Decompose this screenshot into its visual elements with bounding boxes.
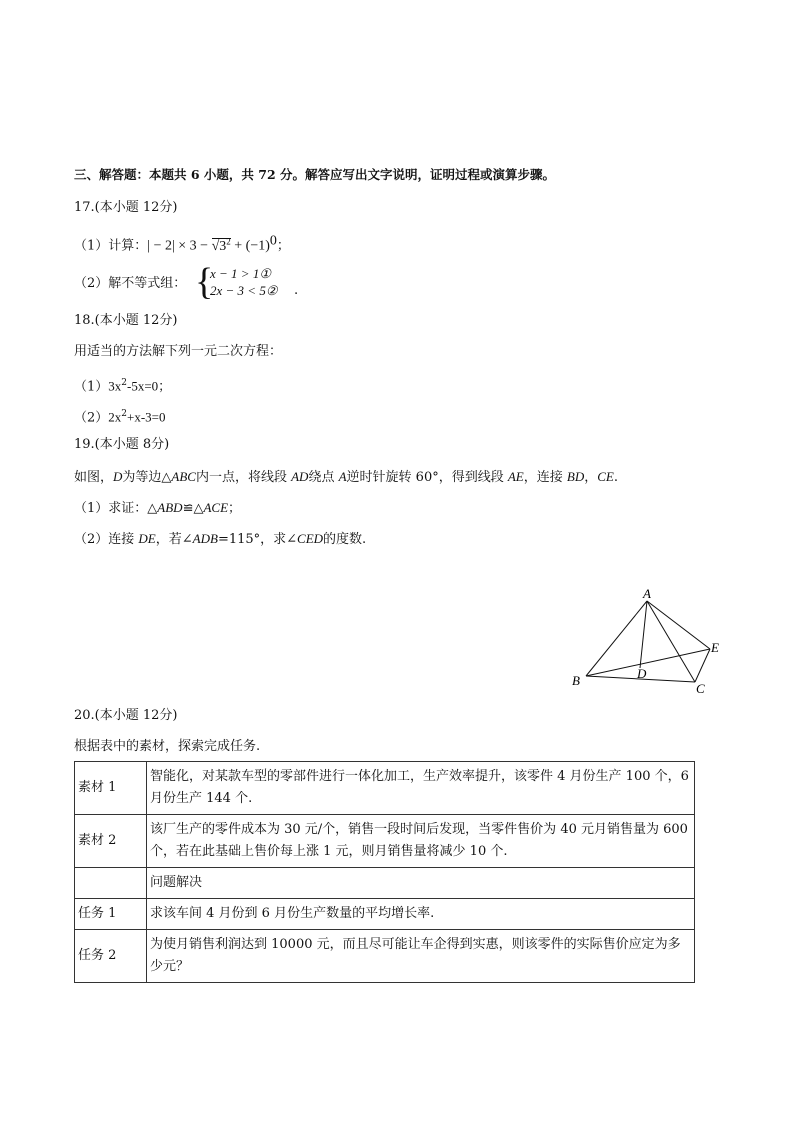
q19-statement xyxy=(74,468,618,487)
table-cell-key: 任务 2 xyxy=(75,930,147,983)
q18-p2-a: 2x xyxy=(108,409,122,425)
sqrt-base: 3 xyxy=(219,238,227,254)
q19-var: CE xyxy=(597,469,614,484)
q17-p1-prefix: （1）计算： xyxy=(74,238,148,254)
q18-intro: 用适当的方法解下列一元二次方程： xyxy=(74,344,283,359)
left-brace-icon: { xyxy=(195,261,214,303)
table-cell-key: 素材 1 xyxy=(75,762,147,815)
q18-p1-b: -5x=0； xyxy=(127,378,172,394)
q19-var: CED xyxy=(297,531,324,546)
q18-p2-exp: 2 xyxy=(121,409,128,419)
q20-intro: 根据表中的素材，探索完成任务. xyxy=(74,739,261,754)
table-row xyxy=(75,930,695,983)
table-cell-key: 任务 1 xyxy=(75,899,147,930)
q19-text: ，连接 xyxy=(523,470,567,485)
q19-text: ； xyxy=(228,501,242,516)
q19-text: （1）求证：△ xyxy=(74,501,158,516)
q20-header: 20.(本小题 12分) xyxy=(74,708,178,723)
q19-var: DE xyxy=(138,531,156,546)
q17-p1-exp0: 0 xyxy=(269,233,277,249)
table-cell-value: 为使月销售利润达到 10000 元，而且尽可能让车企得到实惠，则该零件的实际售价应定为多少元？ xyxy=(147,930,695,983)
q19-var: AD xyxy=(291,469,309,484)
q19-text: 内一点，将线段 xyxy=(195,470,292,485)
label-B: B xyxy=(572,673,580,688)
material-table xyxy=(74,761,695,983)
label-A: A xyxy=(643,586,651,601)
q17-p1-expr-a: | − 2| × 3 − xyxy=(147,238,212,254)
q18-p1-a: 3x xyxy=(108,378,122,394)
table-cell-value: 该厂生产的零件成本为 30 元/个，销售一段时间后发现，当零件售价为 40 元月销售量为 600 个，若在此基础上售价每上涨 1 元，则月销售量将减少 10 个. xyxy=(147,815,695,868)
q18-p2-label: （2） xyxy=(74,410,109,426)
q19-text: . xyxy=(613,470,619,485)
q19-var: A xyxy=(338,469,347,484)
q19-text: 如图， xyxy=(74,470,114,485)
q17-header: 17.(本小题 12分) xyxy=(74,200,178,215)
q19-text: ， xyxy=(584,470,598,485)
inequality-2: 2x − 3 < 5② xyxy=(210,283,278,298)
table-cell-key: 素材 2 xyxy=(75,815,147,868)
q18-header: 18.(本小题 12分) xyxy=(74,313,178,328)
segment-AD xyxy=(640,601,647,668)
q19-var: AE xyxy=(507,469,524,484)
sqrt-expression: $√3^2$ xyxy=(211,236,231,254)
segment-CE xyxy=(695,649,710,682)
q19-text: 的度数. xyxy=(323,532,367,547)
q19-var: BD xyxy=(566,469,585,484)
label-D: D xyxy=(637,666,647,681)
table-cell-value: 智能化，对某款车型的零部件进行一体化加工，生产效率提升，该零件 4 月份生产 100 个，6 月份生产 144 个. xyxy=(147,762,695,815)
q19-var: ACE xyxy=(203,500,229,515)
q18-p1-exp: 2 xyxy=(121,378,128,388)
q19-var: D xyxy=(113,469,123,484)
table-row xyxy=(75,762,695,815)
table-cell-key xyxy=(75,868,147,899)
inequality-1: x − 1 > 1① xyxy=(210,266,271,281)
triangle-figure xyxy=(566,586,736,698)
q19-text: ，若∠ xyxy=(155,532,193,547)
q19-text: ≌△ xyxy=(182,501,204,516)
q17-p1-suffix: ； xyxy=(276,238,290,254)
q19-part1 xyxy=(74,499,241,518)
sqrt-exponent: 2 xyxy=(226,236,231,246)
segment-AE xyxy=(647,601,710,649)
q19-text: （2）连接 xyxy=(74,532,139,547)
q19-var: ABC xyxy=(171,469,196,484)
section-title: 三、解答题：本题共 6 小题，共 72 分。解答应写出文字说明，证明过程或演算步骤。 xyxy=(74,167,556,182)
q19-text: 逆时针旋转 60°，得到线段 xyxy=(346,470,508,485)
q18-p1-label: （1） xyxy=(74,379,109,395)
q19-var: ABD xyxy=(157,500,183,515)
segment-AC xyxy=(647,601,695,682)
q18-part2 xyxy=(74,405,166,427)
table-cell-value: 求该车间 4 月份到 6 月份生产数量的平均增长率. xyxy=(147,899,695,930)
table-cell-value: 问题解决 xyxy=(147,868,695,899)
q19-text: 绕点 xyxy=(308,470,339,485)
q17-part2-suffix: . xyxy=(294,283,299,298)
table-row xyxy=(75,815,695,868)
q17-part2-prefix: （2）解不等式组： xyxy=(74,276,187,291)
table-row xyxy=(75,868,695,899)
q19-text: 为等边△ xyxy=(122,470,172,485)
label-C: C xyxy=(696,681,705,696)
q19-text: =115°，求∠ xyxy=(217,532,298,547)
q19-header: 19.(本小题 8分) xyxy=(74,437,170,452)
q17-p1-expr-b: + (−1) xyxy=(230,238,270,254)
q19-part2 xyxy=(74,530,366,549)
q19-var: ADB xyxy=(192,531,218,546)
label-E: E xyxy=(711,640,719,655)
table-row xyxy=(75,899,695,930)
q18-part1 xyxy=(74,374,171,396)
q17-part1 xyxy=(74,232,290,256)
q18-p2-b: +x-3=0 xyxy=(127,409,166,425)
